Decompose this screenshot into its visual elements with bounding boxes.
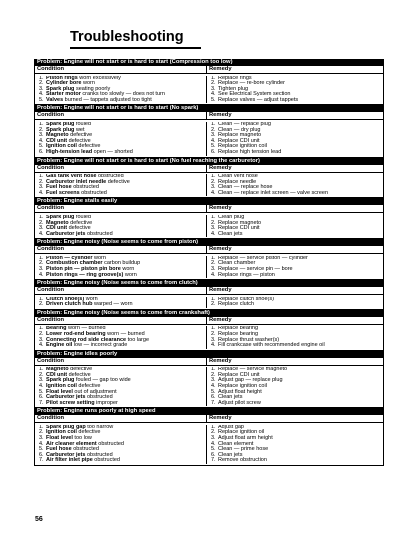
- section-body: [35, 366, 383, 408]
- remedy-item: 2. Clean chamber: [211, 260, 256, 267]
- problem-section: [34, 158, 384, 199]
- condition-item: 3. Float level too low: [39, 435, 92, 442]
- section-body: [35, 74, 383, 104]
- remedy-item: 4. See Electrical System section: [211, 91, 291, 98]
- condition-item: 3. Spark plug fouled — gap too wide: [39, 377, 131, 384]
- condition-item: 1. Magneto defective: [39, 367, 93, 373]
- column-headers: [35, 66, 383, 74]
- remedy-item: 4. Replace rings — piston: [211, 271, 275, 278]
- condition-header: Condition: [35, 246, 207, 253]
- remedy-item: 4. Clean element: [211, 440, 254, 447]
- remedy-item: 3. Replace — service pin — bore: [211, 265, 293, 272]
- remedy-list: [207, 215, 383, 237]
- condition-list: [35, 256, 207, 278]
- section-body: [35, 254, 383, 279]
- column-headers: [35, 415, 383, 423]
- condition-item: 5. Ignition coil defective: [39, 143, 101, 150]
- condition-item: 4. Ignition coil defective: [39, 383, 101, 389]
- section-body: [35, 295, 383, 309]
- condition-item: 2. Lower rod-end bearing worn — burned: [39, 330, 145, 337]
- page-title: Troubleshooting: [70, 29, 184, 45]
- condition-list: [35, 215, 207, 237]
- condition-item: 1. Gas tank vent hose obstructed: [39, 174, 124, 180]
- condition-list: [35, 425, 207, 464]
- remedy-item: 3. Replace CDI unit: [211, 225, 260, 232]
- condition-item: 6. Carburetor jets obstructed: [39, 451, 113, 458]
- remedy-item: 2. Replace magneto: [211, 219, 262, 226]
- column-headers: [35, 358, 383, 366]
- remedy-item: 3. Replace magneto: [211, 132, 262, 139]
- remedy-item: 1. Replace rings: [211, 75, 252, 81]
- remedy-item: 2. Replace bearing: [211, 330, 259, 337]
- problem-header: Problem: Engine will not start or is hard to start (No fuel reaching the carburetor): [35, 158, 383, 165]
- condition-header: Condition: [35, 287, 207, 294]
- remedy-item: 2. Replace CDI unit: [211, 371, 260, 378]
- condition-item: 2. Magneto defective: [39, 219, 93, 226]
- problem-section: [34, 351, 384, 409]
- condition-list: [35, 297, 207, 308]
- remedy-list: [207, 174, 383, 196]
- remedy-header: Remedy: [209, 66, 232, 72]
- condition-item: 4. CDI unit defective: [39, 137, 91, 144]
- section-body: [35, 173, 383, 198]
- column-headers: [35, 317, 383, 325]
- condition-item: 1. Spark plug gap too narrow: [39, 424, 114, 430]
- condition-item: 2. Spark plug wet: [39, 126, 85, 133]
- remedy-header: Remedy: [209, 112, 232, 119]
- condition-item: 7. Pilot screw setting improper: [39, 399, 118, 406]
- section-body: [35, 325, 383, 350]
- condition-list: [35, 122, 207, 156]
- condition-list: [35, 326, 207, 348]
- remedy-item: 5. Replace valves — adjust tappets: [211, 96, 299, 103]
- remedy-header: Remedy: [209, 164, 232, 171]
- condition-item: 6. Carburetor jets obstructed: [39, 394, 113, 401]
- condition-item: 2. Ignition coil defective: [39, 429, 101, 436]
- remedy-item: 1. Clean plug: [211, 214, 245, 220]
- remedy-item: 1. Replace — service magneto: [211, 367, 288, 373]
- troubleshooting-sections: [34, 59, 384, 466]
- condition-item: 2. Carburetor inlet needle defective: [39, 178, 130, 185]
- remedy-item: 5. Clean — prime hose: [211, 446, 269, 453]
- condition-header: Condition: [35, 317, 207, 324]
- remedy-item: 7. Remove obstruction: [211, 457, 267, 464]
- remedy-header: Remedy: [209, 357, 232, 364]
- condition-item: 3. Spark plug seating poorly: [39, 85, 111, 92]
- page-number: 56: [35, 516, 43, 523]
- condition-item: 6. High-tension lead open — shorted: [39, 148, 133, 155]
- remedy-item: 4. Fill crankcase with recommended engine oil: [211, 342, 325, 349]
- problem-header: Problem: Engine will not start or is hard to start (No spark): [35, 105, 383, 112]
- condition-item: 4. Starter motor cranks too slowly — does not turn: [39, 91, 165, 98]
- remedy-header: Remedy: [209, 316, 232, 323]
- remedy-item: 1. Replace bearing: [211, 326, 259, 332]
- remedy-list: [207, 122, 383, 156]
- section-body: [35, 213, 383, 238]
- problem-section: [34, 105, 384, 157]
- remedy-item: 2. Replace needle: [211, 178, 257, 185]
- remedy-item: 6. Clean jets: [211, 394, 243, 401]
- condition-item: 3. Fuel hose obstructed: [39, 184, 99, 191]
- condition-item: 2. CDI unit defective: [39, 371, 91, 378]
- remedy-item: 1. Replace clutch shoe(s): [211, 296, 274, 302]
- condition-item: 3. Magneto defective: [39, 132, 93, 139]
- remedy-item: 7. Adjust pilot screw: [211, 399, 261, 406]
- condition-item: 5. Fuel hose obstructed: [39, 446, 99, 453]
- remedy-header: Remedy: [209, 287, 232, 294]
- condition-list: [35, 367, 207, 406]
- condition-item: 4. Carburetor jets obstructed: [39, 230, 113, 237]
- remedy-item: 3. Replace thrust washer(s): [211, 336, 280, 343]
- condition-header: Condition: [35, 205, 207, 212]
- remedy-list: [207, 256, 383, 278]
- problem-section: [34, 239, 384, 280]
- remedy-item: 3. Clean — replace hose: [211, 184, 273, 191]
- problem-section: [34, 198, 384, 239]
- remedy-header: Remedy: [209, 205, 232, 212]
- condition-item: 3. Piston pin — piston pin bore worn: [39, 265, 135, 272]
- condition-item: 3. Connecting rod side clearance too large: [39, 336, 150, 343]
- remedy-item: 1. Adjust gap: [211, 424, 244, 430]
- section-body: [35, 120, 383, 156]
- remedy-item: 2. Replace clutch: [211, 301, 255, 308]
- condition-item: 1. Clutch shoe(s) worn: [39, 296, 98, 302]
- remedy-item: 6. Replace high tension lead: [211, 148, 282, 155]
- remedy-item: 3. Tighten plug: [211, 85, 249, 92]
- condition-header: Condition: [35, 358, 207, 365]
- condition-item: 1. Spark plug fouled: [39, 121, 91, 127]
- condition-header: Condition: [35, 415, 207, 422]
- remedy-item: 4. Clean jets: [211, 230, 243, 237]
- column-headers: [35, 246, 383, 254]
- column-headers: [35, 205, 383, 213]
- remedy-item: 5. Adjust float height: [211, 388, 262, 395]
- condition-item: 1. Bearing worn — burned: [39, 326, 106, 332]
- condition-item: 5. Valves burned — tappets adjusted too tight: [39, 96, 152, 103]
- remedy-list: [207, 297, 383, 308]
- problem-section: [34, 280, 384, 310]
- remedy-item: 4. Clean — replace inlet screen — valve screen: [211, 189, 329, 196]
- problem-header: Problem: Engine noisy (Noise seems to come from crankshaft): [35, 310, 383, 317]
- remedy-item: 2. Replace ignition oil: [211, 429, 265, 436]
- problem-header: Problem: Engine runs poorly at high speed: [35, 408, 383, 415]
- remedy-item: 2. Replace — re-bore cylinder: [211, 80, 285, 87]
- title-rule: [70, 47, 201, 49]
- problem-section: [34, 408, 384, 466]
- remedy-item: 4. Replace CDI unit: [211, 137, 260, 144]
- condition-header: Condition: [35, 112, 207, 119]
- condition-item: 2. Cylinder bore worn: [39, 80, 95, 87]
- remedy-item: 5. Replace ignition coil: [211, 143, 267, 150]
- condition-list: [35, 76, 207, 104]
- column-headers: [35, 165, 383, 173]
- remedy-item: 2. Clean — dry plug: [211, 126, 261, 133]
- remedy-list: [207, 425, 383, 464]
- condition-item: 5. Float level out of adjustment: [39, 388, 117, 395]
- problem-header: Problem: Engine stalls easily: [35, 198, 383, 205]
- remedy-item: 1. Replace — service piston — cylinder: [211, 255, 308, 261]
- condition-item: 2. Combustion chamber carbon buildup: [39, 260, 141, 267]
- remedy-item: 3. Adjust float arm height: [211, 435, 273, 442]
- condition-header: Condition: [35, 165, 207, 172]
- remedy-header: Remedy: [209, 246, 232, 253]
- condition-item: 4. Air cleaner element obstructed: [39, 440, 124, 447]
- problem-section: [34, 310, 384, 351]
- problem-header: Problem: Engine idles poorly: [35, 351, 383, 358]
- remedy-list: [207, 76, 383, 104]
- remedy-item: 3. Adjust gap — replace plug: [211, 377, 283, 384]
- condition-item: 7. Air filter inlet pipe obstructed: [39, 457, 120, 464]
- remedy-item: 1. Clean — replace plug: [211, 121, 271, 127]
- problem-header: Problem: Engine will not start or is hard to start (Compression too low): [35, 59, 383, 66]
- section-body: [35, 423, 383, 465]
- remedy-header: Remedy: [209, 415, 232, 422]
- remedy-item: 4. Replace ignition coil: [211, 383, 267, 389]
- condition-item: 1. Piston rings worn excessively: [39, 75, 121, 81]
- remedy-item: 6. Clean jets: [211, 451, 243, 458]
- condition-list: [35, 174, 207, 196]
- condition-item: 4. Engine oil low — incorrect grade: [39, 342, 128, 349]
- condition-header: Condition: [35, 66, 207, 73]
- problem-header: Problem: Engine noisy (Noise seems to come from clutch): [35, 280, 383, 287]
- condition-item: 4. Piston rings — ring groove(s) worn: [39, 271, 137, 278]
- problem-section: [34, 59, 384, 105]
- condition-item: 2. Driven clutch hub warped — worn: [39, 301, 133, 308]
- condition-item: 3. CDI unit defective: [39, 225, 91, 232]
- column-headers: [35, 287, 383, 295]
- remedy-list: [207, 326, 383, 348]
- column-headers: [35, 112, 383, 120]
- remedy-list: [207, 367, 383, 406]
- condition-item: 4. Fuel screens obstructed: [39, 189, 107, 196]
- remedy-item: 1. Clean vent hose: [211, 174, 258, 180]
- problem-header: Problem: Engine noisy (Noise seems to come from piston): [35, 239, 383, 246]
- condition-item: 1. Piston — cylinder worn: [39, 255, 106, 261]
- condition-item: 1. Spark plug fouled: [39, 214, 91, 220]
